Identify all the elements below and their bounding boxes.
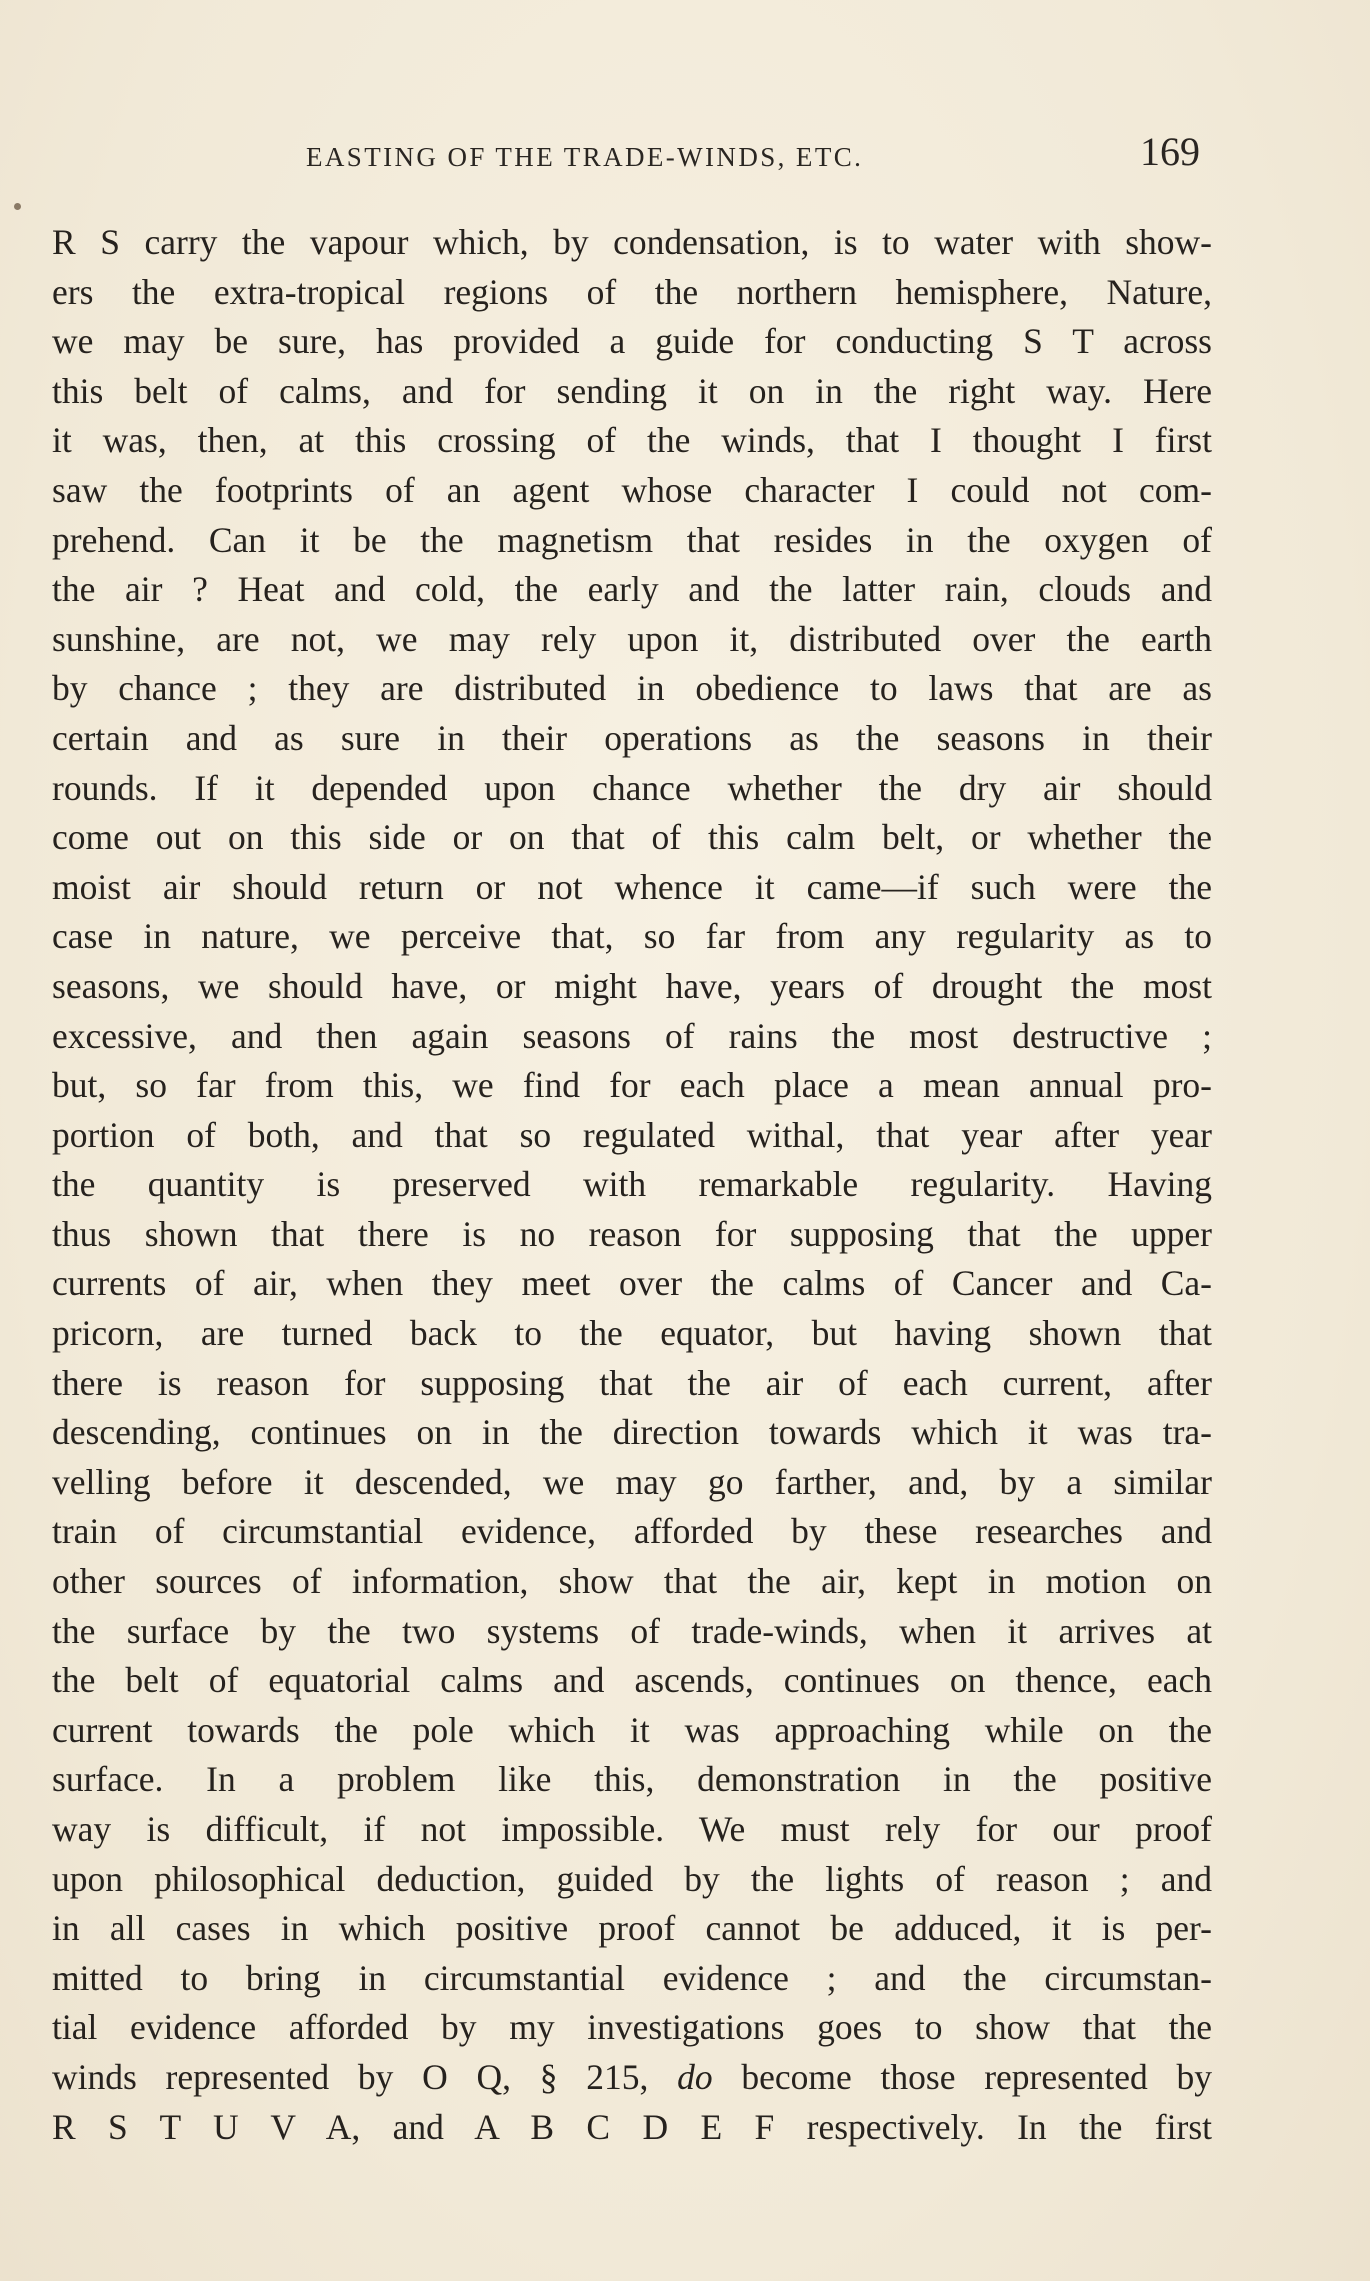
text-line: thus shown that there is no reason for supposing that the upper	[52, 1213, 1212, 1254]
body-text	[52, 218, 1212, 2152]
text-line: in all cases in which positive proof cannot be adduced, it is per-	[52, 1908, 1212, 1949]
page-number: 169	[1140, 129, 1200, 174]
text-line: the surface by the two systems of trade-winds, when it arrives at	[52, 1610, 1212, 1651]
text-line: sunshine, are not, we may rely upon it, distributed over the earth	[52, 618, 1212, 659]
text-line: excessive, and then again seasons of rains the most destructive ;	[52, 1015, 1212, 1056]
text-line: way is difficult, if not impossible. We must rely for our proof	[52, 1809, 1212, 1849]
text-line: certain and as sure in their operations as the seasons in their	[52, 717, 1212, 758]
text-line: it was, then, at this crossing of the winds, that I thought I first	[52, 420, 1212, 461]
text-line: surface. In a problem like this, demonstration in the positive	[52, 1759, 1212, 1800]
text-line: seasons, we should have, or might have, years of drought the most	[52, 965, 1212, 1006]
text-line: saw the footprints of an agent whose character I could not com-	[52, 469, 1212, 510]
text-line: the belt of equatorial calms and ascends, continues on thence, each	[52, 1660, 1212, 1701]
text-line: moist air should return or not whence it came—if such were the	[52, 866, 1212, 907]
italic-word: do	[677, 2056, 713, 2097]
text-segment: become those represented by	[741, 2056, 1213, 2097]
text-line: ers the extra-tropical regions of the northern hemisphere, Nature,	[52, 271, 1212, 312]
text-line: current towards the pole which it was approaching while on the	[52, 1709, 1212, 1750]
text-line: portion of both, and that so regulated withal, that year after year	[52, 1114, 1212, 1155]
text-line: pricorn, are turned back to the equator, but having shown that	[52, 1313, 1212, 1354]
running-head: EASTING OF THE TRADE-WINDS, ETC.	[306, 142, 864, 172]
text-line: this belt of calms, and for sending it on in the right way. Here	[52, 370, 1212, 411]
text-line: upon philosophical deduction, guided by the lights of reason ; and	[52, 1858, 1212, 1899]
text-line: prehend. Can it be the magnetism that resides in the oxygen of	[52, 519, 1212, 560]
text-line: but, so far from this, we find for each place a mean annual pro-	[52, 1065, 1212, 1106]
text-line: descending, continues on in the direction towards which it was tra-	[52, 1412, 1212, 1453]
text-line: currents of air, when they meet over the calms of Cancer and Ca-	[52, 1263, 1212, 1304]
text-line: rounds. If it depended upon chance whether the dry air should	[52, 767, 1212, 808]
text-line: velling before it descended, we may go farther, and, by a similar	[52, 1461, 1212, 1502]
text-line: R S T U V A, and A B C D E F respectively. In the first	[52, 2106, 1212, 2147]
text-line: we may be sure, has provided a guide for conducting S T across	[52, 321, 1212, 362]
text-line: by chance ; they are distributed in obedience to laws that are as	[52, 668, 1212, 709]
text-line-with-italic	[52, 2053, 1212, 2103]
text-line: other sources of information, show that the air, kept in motion on	[52, 1561, 1212, 1602]
text-line: R S carry the vapour which, by condensation, is to water with show-	[52, 222, 1212, 262]
text-line: the quantity is preserved with remarkable regularity. Having	[52, 1164, 1212, 1205]
text-segment: winds represented by O Q, § 215,	[52, 2056, 649, 2097]
page-header	[52, 128, 1202, 188]
text-line: the air ? Heat and cold, the early and the latter rain, clouds and	[52, 569, 1212, 610]
text-line: case in nature, we perceive that, so far from any regularity as to	[52, 916, 1212, 957]
text-line: tial evidence afforded by my investigations goes to show that the	[52, 2007, 1212, 2048]
text-line: come out on this side or on that of this calm belt, or whether the	[52, 817, 1212, 858]
text-line: train of circumstantial evidence, afforded by these researches and	[52, 1511, 1212, 1552]
text-line: mitted to bring in circumstantial evidence ; and the circumstan-	[52, 1957, 1212, 1998]
ink-speck	[14, 203, 21, 210]
text-line: there is reason for supposing that the air of each current, after	[52, 1362, 1212, 1403]
